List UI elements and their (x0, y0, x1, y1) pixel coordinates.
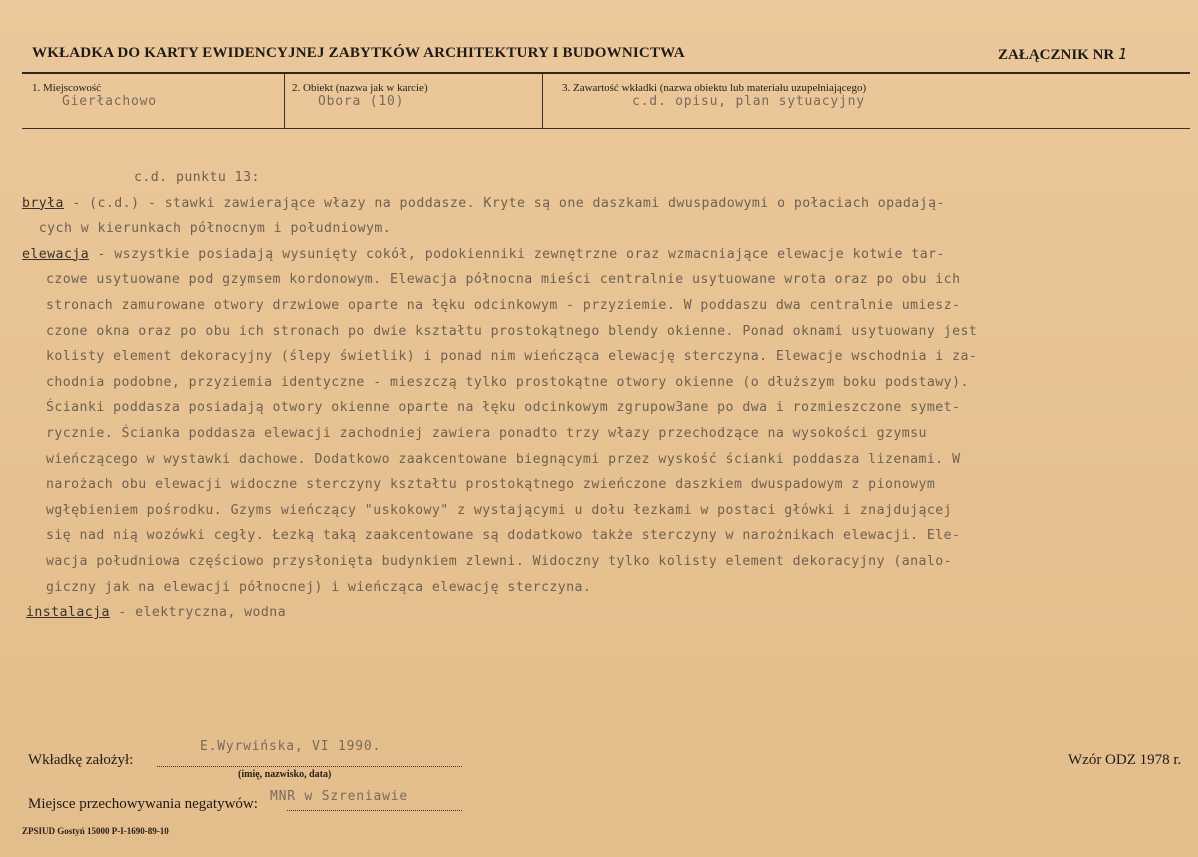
text-line: czowe usytuowane pod gzymsem kordonowym. Elewacja północna mieści centralnie usytuowane wrota oraz po obu ich (46, 272, 961, 288)
text-line: cych w kierunkach północnym i południowym. (22, 221, 392, 237)
field-label-contents: 3. Zawartość wkładki (nazwa obiektu lub materiału uzupełniającego) (562, 82, 867, 94)
text-line: wieńczącego w wystawki dachowe. Dodatkowo zaakcentowane biegnącymi przez wyskość ścianki poddasza lizenami. W (46, 451, 961, 467)
field-value-object: Obora (10) (318, 94, 405, 109)
negatives-value: MNR w Szreniawie (270, 789, 409, 804)
text-line: elewacja - wszystkie posiadają wysunięty cokół, podokienniki zewnętrzne oraz wzmacniające elewacje kotwie tar- (22, 246, 945, 262)
text-line: rycznie. Ścianka poddasza elewacji zachodniej zawiera ponadto trzy włazy przechodzące na wysokości gzymsu (46, 425, 927, 441)
founder-label: Wkładkę założył: (28, 752, 134, 768)
annex-number-handwritten: 1 (1118, 45, 1128, 63)
text-line: się nad nią wozówki cegły. Łezką taką zaakcentowane są dodatkowo także sterczyny w narożnikach elewacji. Ele- (46, 528, 961, 544)
founder-dotted-line (157, 766, 462, 767)
keyword-bryla: bryła (22, 195, 64, 211)
form-code: Wzór ODZ 1978 r. (1068, 752, 1182, 768)
text-line: chodnia podobne, przyziemia identyczne - mieszczą tylko prostokątne otwory okienne (o dłuższym boku podstawy). (46, 374, 969, 390)
field-label-object: 2. Obiekt (nazwa jak w karcie) (292, 82, 428, 94)
text-line: narożach obu elewacji widoczne sterczyny kształtu prostokątnego zwieńczone daszkiem dwuspadowym z pionowym (46, 477, 936, 493)
field-value-contents: c.d. opisu, plan sytuacyjny (632, 94, 865, 109)
field-divider (284, 74, 285, 129)
document-title: WKŁADKA DO KARTY EWIDENCYJNEJ ZABYTKÓW ARCHITEKTURY I BUDOWNICTWA (32, 45, 685, 61)
text-line: Ścianki poddasza posiadają otwory okienne oparte na łęku odcinkowym zgrupow3ane po dwa i rozmieszczone symet- (46, 400, 961, 416)
text-line: wacja południowa częściowo przysłonięta budynkiem zlewni. Widoczny tylko kolisty element dekoracyjny (analo- (46, 553, 953, 569)
negatives-dotted-line (287, 810, 462, 811)
fields-rule (22, 128, 1190, 129)
intro-line: c.d. punktu 13: (134, 170, 260, 185)
text-line: wgłębieniem pośrodku. Gzyms wieńczący "uskokowy" z wystającymi u dołu łezkami w postaci główki i znajdującej (46, 502, 953, 518)
keyword-instalacja: instalacja (26, 605, 110, 621)
founder-caption: (imię, nazwisko, data) (238, 769, 332, 780)
text-line: bryła - (c.d.) - stawki zawierające włazy na poddasze. Kryte są one daszkami dwuspadowymi o połaciach opadają- (22, 195, 945, 211)
text-line: czone okna oraz po obu ich stronach po dwie kształtu prostokątnego blendy okienne. Ponad oknami usytuowany jest (46, 323, 978, 339)
keyword-elewacja: elewacja (22, 246, 90, 262)
founder-value: E.Wyrwińska, VI 1990. (200, 739, 382, 754)
negatives-label: Miejsce przechowywania negatywów: (28, 796, 258, 812)
field-value-locality: Gierłachowo (62, 94, 157, 109)
text-line: stronach zamurowane otwory drzwiowe oparte na łęku odcinkowym - przyziemie. W poddaszu dwa centralnie umiesz- (46, 297, 961, 313)
annex-number: ZAŁĄCZNIK NR 1 (998, 45, 1128, 63)
field-divider (542, 74, 543, 129)
text-line: instalacja - elektryczna, wodna (26, 605, 287, 621)
print-code: ZPSIUD Gostyń 15000 P-I-1690-89-10 (22, 826, 169, 836)
field-label-locality: 1. Miejscowość (32, 82, 102, 94)
text-line: kolisty element dekoracyjny (ślepy świetlik) i ponad nim wieńcząca elewację sterczyna. Elewacje wschodnia i za- (46, 349, 978, 365)
text-line: giczny jak na elewacji północnej) i wieńcząca elewację sterczyna. (46, 579, 592, 595)
header-rule (22, 72, 1190, 74)
description-text (22, 170, 1182, 631)
